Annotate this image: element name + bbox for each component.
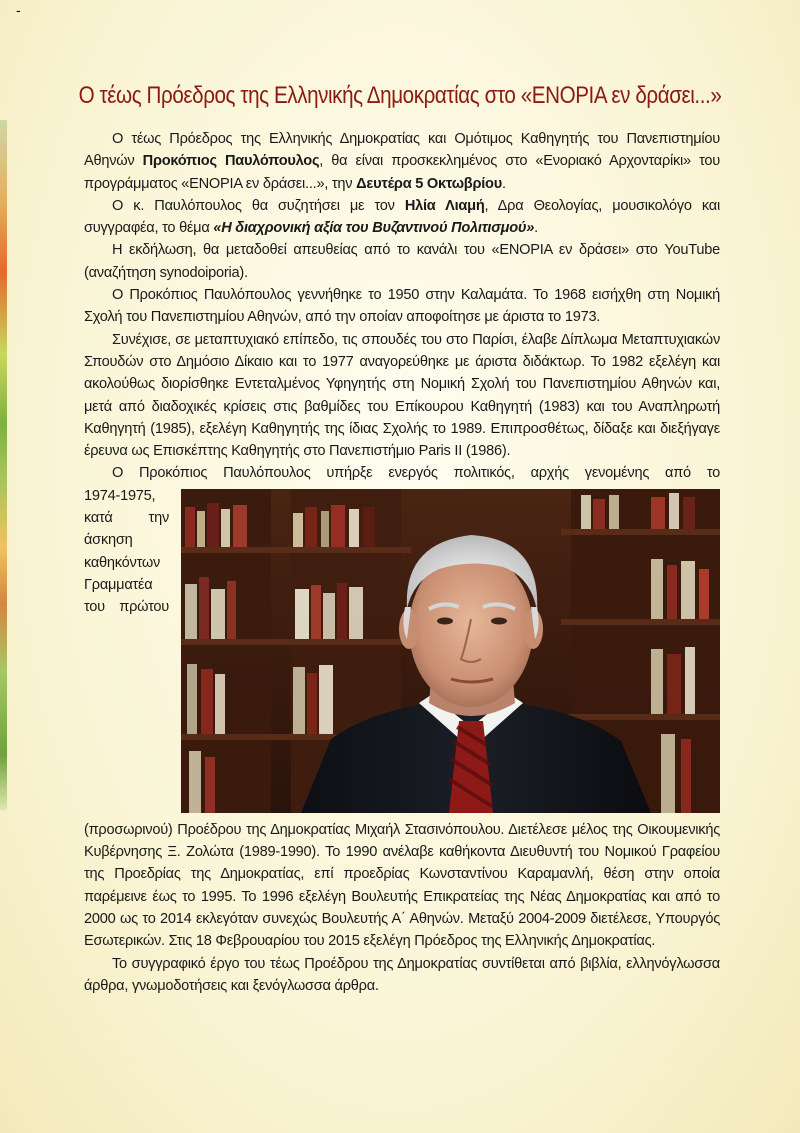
portrait-photo [181,489,720,813]
paragraph-bibliography: Το συγγραφικό έργο του τέως Προέδρου της Δημοκρατίας συντίθεται από βιβλία, ελληνόγλωσσα άρθρα, γνωμοδοτήσεις και ξενόγλωσσα άρθρα. [84,955,720,994]
article-body [84,128,720,997]
host-name: Ηλία Λιαμή [404,197,485,214]
decorative-edge-strip [0,120,7,810]
guest-name: Προκόπιος Παυλόπουλος [142,153,320,170]
paragraph-topic [84,195,720,240]
paragraph-politics-career: 1974-1975, κατά την άσκηση καθηκόντων Γραμματέα του πρώτου (προσωρινού) Προέδρου της Δημοκρατίας Μιχαήλ Στασινόπουλου. Διετέλεσε μέλος της Οικουμενικής Κυβέρνησης Ξ. Ζολώτα (1989-1990). Το 1990 ανέλαβε καθήκοντα Διευθυντή του Νομικού Γραφείου της Προεδρίας της Δημοκρατίας, επί προεδρίας Κωνσταντίνου Καραμανλή, θέση στην οποία παρέμεινε έως το 1995. Το 1996 εξελέγη Βουλευτής Επικρατείας της Νέας Δημοκρατίας και από το 2000 ως το 2014 εκλεγόταν συνεχώς Βουλευτής Α΄ Αθηνών. Μεταξύ 2004-2009 διετέλεσε, Υπουργός Εσωτερικών. Στις 18 Φεβρουαρίου του 2015 εξελέγη Πρόεδρος της Ελληνικής Δημοκρατίας. [84,487,720,950]
paragraph-birth: Ο Προκόπιος Παυλόπουλος γεννήθηκε το 1950 στην Καλαμάτα. Το 1968 εισήχθη στη Νομική Σχολή του Πανεπιστημίου Αθηνών, από την οποίαν αποφοίτησε με άριστα το 1973. [84,287,720,326]
text-run: , Δρα Θεολογίας, μουσικολόγο και συγγραφέα, το θέμα [84,197,720,237]
page-corner-mark: - [16,2,21,18]
article-title: Ο τέως Πρόεδρος της Ελληνικής Δημοκρατίας στο «ΕΝΟΡΙΑ εν δράσει...» [78,82,722,109]
text-run: . [501,175,506,192]
event-date: Δευτέρα 5 Οκτωβρίου [356,175,502,192]
portrait-photo-image [181,489,720,813]
paragraph-broadcast: Η εκδήλωση, θα μεταδοθεί απευθείας από το κανάλι του «ΕΝΟΡΙΑ εν δράσει» στο YouTube (αναζήτηση synodoiporia). [84,242,720,281]
text-run: . [534,220,538,237]
text-run: Ο κ. Παυλόπουλος θα συζητήσει με τον [112,197,405,214]
text-run: , θα είναι προσκεκλημένος στο «Ενοριακό Αρχονταρίκι» του προγράμματος «ΕΝΟΡΙΑ εν δράσει...», την [84,153,720,192]
discussion-topic: «Η διαχρονική αξία του Βυζαντινού Πολιτισμού» [213,220,535,237]
paragraph-studies: Συνέχισε, σε μεταπτυχιακό επίπεδο, τις σπουδές του στο Παρίσι, έλαβε Δίπλωμα Μεταπτυχιακών Σπουδών στο Δημόσιο Δίκαιο και το 1977 αναγορεύθηκε με άριστα διδάκτωρ. Το 1982 εξελέγη και ακολούθως διορίσθηκε Εντεταλμένος Υφηγητής στη Νομική Σχολή του Πανεπιστημίου Αθηνών και, μετά από διαδοχικές κρίσεις στις βαθμίδες του Επίκουρου Καθηγητή (1983) και του Αναπληρωτή Καθηγητή (1985), εξελέγη Καθηγητής της ίδιας Σχολής το 1989. Επιπροσθέτως, δίδαξε και διεξήγαγε έρευνα ως Επισκέπτης Καθηγητής στο Πανεπιστήμιο Paris II (1986). [84,331,720,460]
paragraph-politics-intro: Ο Προκόπιος Παυλόπουλος υπήρξε ενεργός πολιτικός, αρχής γενομένης από το [112,465,720,482]
paragraph-invitation [84,128,720,195]
text-run: Ο τέως Πρόεδρος της Ελληνικής Δημοκρατίας και Ομότιμος Καθηγητής του Πανεπιστημίου Αθηνών [84,131,720,170]
